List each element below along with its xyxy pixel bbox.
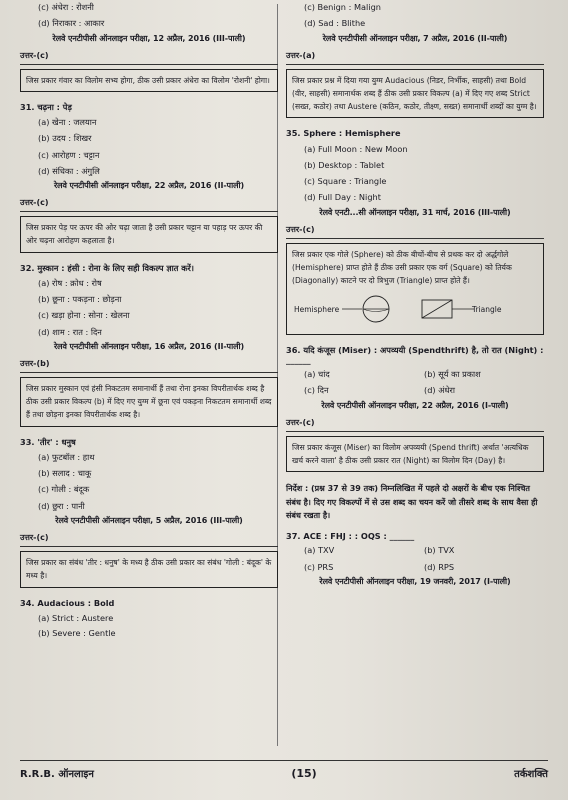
page-number: (15) xyxy=(291,766,317,780)
option: (b) TVX xyxy=(424,545,455,556)
option: (d) छुरा : पानी xyxy=(38,500,85,511)
source-line: रेलवे एनटीपीसी ऑनलाइन परीक्षा, 16 अप्रैल, 2016 (II-पाली) xyxy=(53,341,245,351)
footer-publisher: R.R.B. ऑनलाइन xyxy=(20,769,94,780)
option-row xyxy=(286,545,544,555)
question-33: 33. 'तीर' : धनुष xyxy=(20,436,76,447)
answer-label: उत्तर-(b) xyxy=(20,359,278,373)
right-column xyxy=(286,0,544,589)
explanation-box xyxy=(286,243,544,335)
option: (c) दिन xyxy=(304,385,329,396)
option: (a) फुटबॉल : हाथ xyxy=(38,451,95,462)
answer-label: उत्तर-(c) xyxy=(20,533,278,547)
option: (d) संधिका : अंगुलि xyxy=(38,165,100,176)
source-line: रेलवे एनटीपीसी ऑनलाइन परीक्षा, 12 अप्रैल, 2016 (III-पाली) xyxy=(52,33,246,43)
option: (d) Full Day : Night xyxy=(304,192,381,203)
option: (a) खेना : जलयान xyxy=(38,117,97,128)
option: (b) छूना : पकड़ना : छोड़ना xyxy=(38,294,122,305)
option: (c) गोली : बंदूक xyxy=(38,484,90,495)
option: (a) रोष : क्रोध : रोष xyxy=(38,277,102,288)
page-footer xyxy=(20,760,548,785)
option: (a) Full Moon : New Moon xyxy=(304,143,408,154)
source-line: रेलवे एनटीपीसी ऑनलाइन परीक्षा, 22 अप्रैल, 2016 (II-पाली) xyxy=(53,181,245,191)
answer-label: उत्तर-(c) xyxy=(286,418,544,432)
option: (c) खड़ा होना : सोना : खेलना xyxy=(38,310,130,321)
left-column xyxy=(20,0,278,638)
option: (c) आरोहण : चट्टान xyxy=(38,149,100,160)
hemisphere-label: Hemisphere xyxy=(294,305,340,315)
explanation-box: जिस प्रकार का संबंध 'तीर : धनुष' के मध्य है ठीक उसी प्रकार का संबंध 'गोली : बंदूक' के मध्य है। xyxy=(20,551,278,588)
option: (d) RPS xyxy=(424,561,455,572)
sphere-square-figure xyxy=(292,287,538,327)
source-line: रेलवे एनटीपीसी ऑनलाइन परीक्षा, 19 जनवरी, 2017 (I-पाली) xyxy=(319,576,511,586)
source-line: रेलवे एनटीपीसी ऑनलाइन परीक्षा, 22 अप्रैल, 2016 (I-पाली) xyxy=(321,400,509,410)
option: (d) शाम : रात : दिन xyxy=(38,326,102,337)
triangle-label: Triangle xyxy=(472,305,502,315)
explanation-box: जिस प्रकार गंवार का विलोम सभ्य होगा, ठीक उसी प्रकार अंधेरा का विलोम 'रोशनी' होगा। xyxy=(20,69,278,92)
option-row xyxy=(286,562,544,572)
answer-label: उत्तर-(a) xyxy=(286,51,544,65)
explanation-box: जिस प्रकार पेड़ पर ऊपर की ओर चढ़ा जाता है उसी प्रकार चट्टान या पहाड़ पर ऊपर की ओर चढ़ना आरोहण कहलाता है। xyxy=(20,216,278,253)
source-line: रेलवे एनटी...सी ऑनलाइन परीक्षा, 31 मार्च, 2016 (III-पाली) xyxy=(319,207,511,217)
question-36: 36. यदि कंजूस (Miser) : अपव्ययी (Spendthrift) है, तो रात (Night) : ______ xyxy=(286,344,544,365)
source-line: रेलवे एनटीपीसी ऑनलाइन परीक्षा, 7 अप्रैल, 2016 (II-पाली) xyxy=(322,33,508,43)
explanation-box: जिस प्रकार कंजूस (Miser) का विलोम अपव्ययी (Spend thrift) अर्थात 'अत्यधिक खर्च करने वाला' है ठीक उसी प्रकार रात (Night) का विलोम दिन (Day) है। xyxy=(286,436,544,473)
option: (b) सूर्य का प्रकाश xyxy=(424,369,481,380)
source-line: रेलवे एनटीपीसी ऑनलाइन परीक्षा, 5 अप्रैल, 2016 (III-पाली) xyxy=(55,515,243,525)
option: (d) निराकार : आकार xyxy=(38,18,105,29)
square-diagonal xyxy=(422,300,452,318)
option-row xyxy=(286,385,544,395)
question-37: 37. ACE : FHJ : : OQS : ______ xyxy=(286,531,415,542)
option: (c) Square : Triangle xyxy=(304,176,387,187)
footer-subject: तर्कशक्ति xyxy=(514,769,548,780)
option: (d) Sad : Blithe xyxy=(304,18,366,29)
option: (a) चांद xyxy=(304,369,330,380)
option-row xyxy=(286,369,544,379)
option: (c) Benign : Malign xyxy=(304,2,381,12)
question-32: 32. मुस्कान : हंसी : रोना के लिए सही विकल्प ज्ञात करें। xyxy=(20,262,194,273)
explanation-box: जिस प्रकार प्रश्न में दिया गया युग्म Audacious (निडर, निर्भीक, साहसी) तथा Bold (वीर, साहसी) समानार्थक शब्द हैं ठीक उसी प्रकार विकल्प (a) में दिए गए शब्द Strict (सख्त, कठोर) तथा Austere (कठिन, कठोर, तीक्ष्ण, सख्त) समानार्थी शब्दों का युग्म है। xyxy=(286,69,544,119)
answer-label: उत्तर-(c) xyxy=(20,198,278,212)
option: (c) PRS xyxy=(304,561,334,572)
question-31: 31. चढ़ना : पेड़ xyxy=(20,101,72,112)
option: (d) अंधेरा xyxy=(424,385,455,396)
option: (c) अंधेरा : रोशनी xyxy=(38,2,94,12)
question-34: 34. Audacious : Bold xyxy=(20,597,115,608)
option: (a) TXV xyxy=(304,545,335,556)
option: (b) Severe : Gentle xyxy=(38,628,116,638)
option: (a) Strict : Austere xyxy=(38,612,114,623)
explanation-box: जिस प्रकार मुस्कान एवं हंसी निकटतम समानार्थी हैं तथा रोना इनका विपरीतार्थक शब्द है ठीक उसी प्रकार विकल्प (b) में दिए गए युग्म में छूना एवं पकड़ना निकटतम समानार्थी शब्द हैं तथा छोड़ना इनका विपरीतार्थक शब्द है। xyxy=(20,377,278,427)
answer-label: उत्तर-(c) xyxy=(20,51,278,65)
instruction-text: निर्देश : (प्रश्न 37 से 39 तक) निम्नलिखित में पहले दो अक्षरों के बीच एक निश्चित संबंध है। दिए गए विकल्पों में से उस शब्द का चयन करें जो तीसरे शब्द के साथ वैसा ही संबंध रखता है। xyxy=(286,484,538,521)
option: (b) उदय : शिखर xyxy=(38,133,92,144)
option: (b) Desktop : Tablet xyxy=(304,159,385,170)
answer-label: उत्तर-(c) xyxy=(286,225,544,239)
question-35: 35. Sphere : Hemisphere xyxy=(286,128,401,139)
explanation-text: जिस प्रकार एक गोले (Sphere) को ठीक बीचों-बीच से प्रथक कर दो अर्द्धगोले (Hemisphere) प्राप्त होते हैं ठीक उसी प्रकार एक वर्ग (Square) को तिर्यक (Diagonally) काटने पर दो त्रिभुज (Triangle) प्राप्त होते हैं। xyxy=(292,249,512,286)
option: (b) सलाद : चाकू xyxy=(38,468,92,479)
